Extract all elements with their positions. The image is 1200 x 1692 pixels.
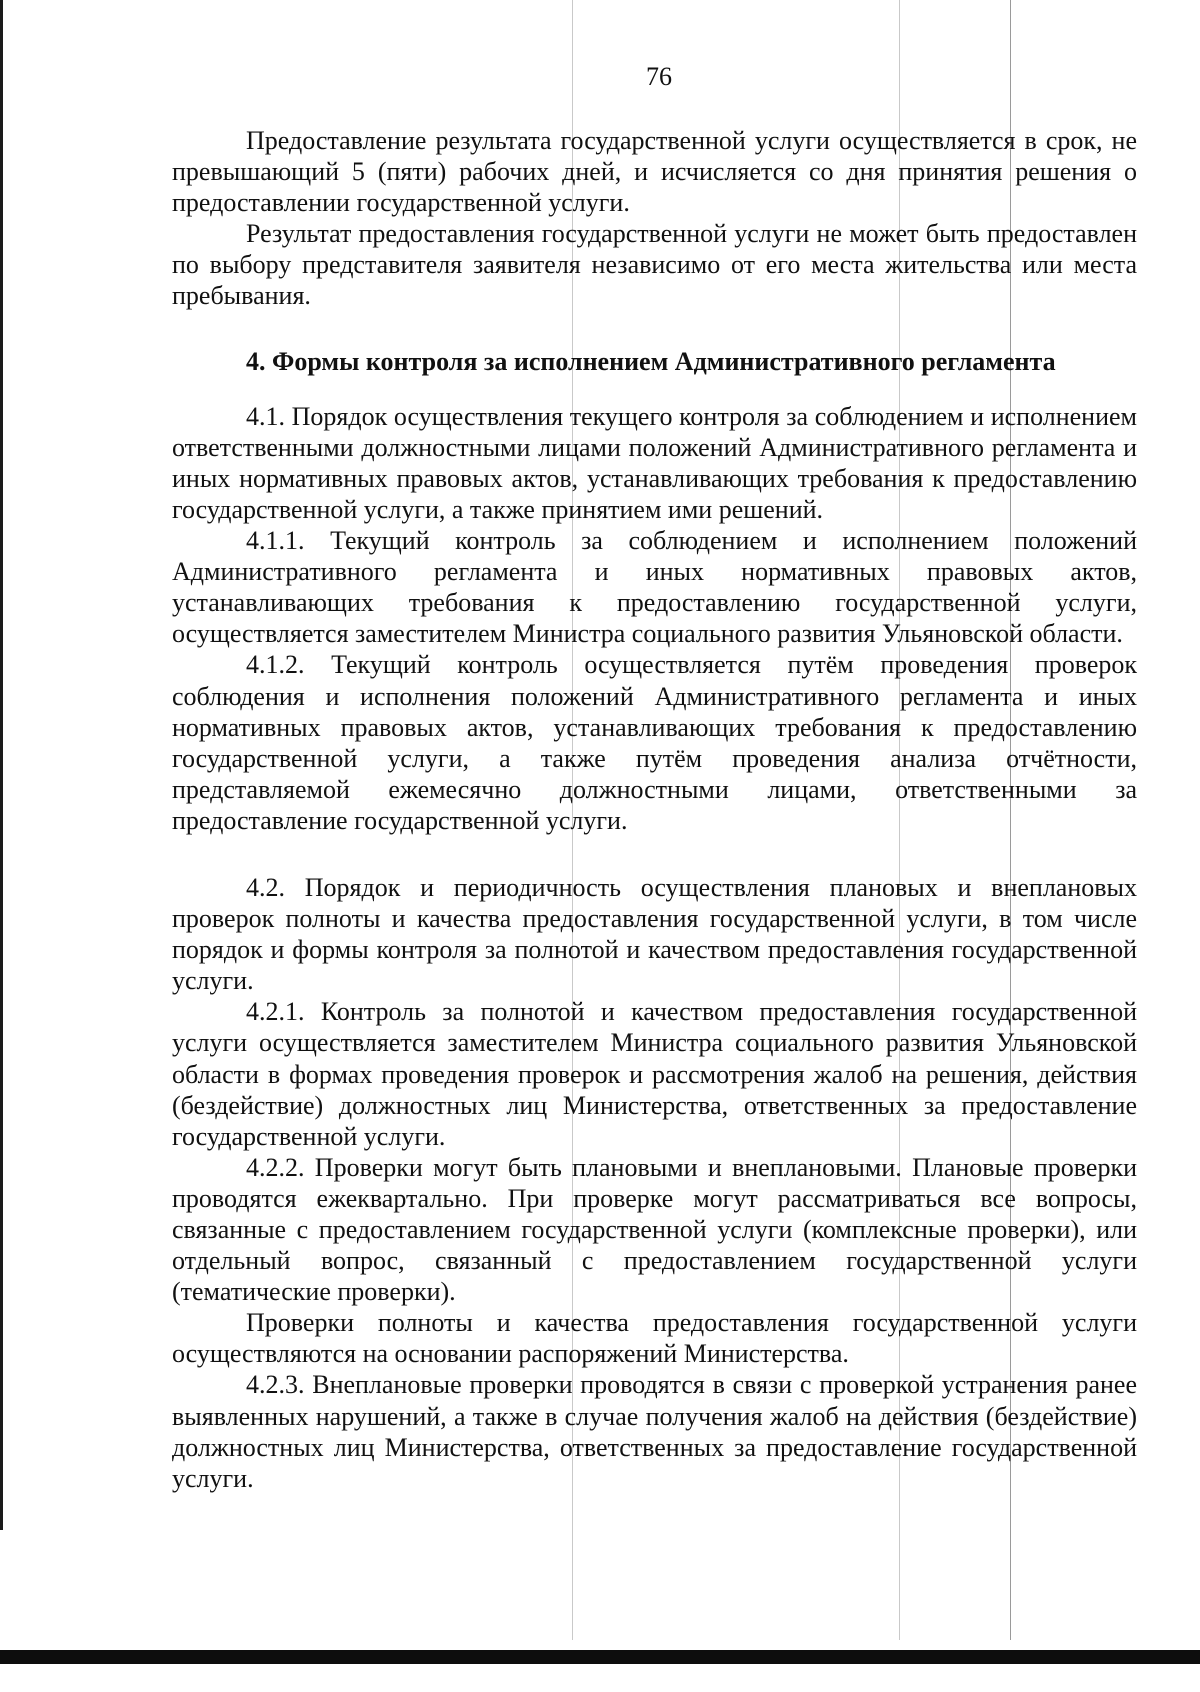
spacer [172, 836, 1137, 872]
scan-left-edge [0, 0, 3, 1530]
paragraph-result-deadline: Предоставление результата государственной услуги осуществляется в срок, не превышающий 5 (пяти) рабочих дней, и исчисляется со дня принятия решения о предоставлении государственной услуги. [172, 126, 1137, 218]
clause-4-2-2: 4.2.2. Проверки могут быть плановыми и внеплановыми. Плановые проверки проводятся ежеквартально. При проверке могут рассматриваться все вопросы, связанные с предоставлением государственной услуги (комплексные проверки), или отдельный вопрос, связанный с предоставлением государственной услуги (тематические проверки). [172, 1152, 1137, 1307]
spacer [172, 377, 1137, 401]
spacer [172, 312, 1137, 346]
page-number: 76 [646, 62, 672, 91]
scan-bottom-bar [0, 1650, 1200, 1664]
clause-4-2-1: 4.2.1. Контроль за полнотой и качеством предоставления государственной услуги осуществляется заместителем Министра социального развития Ульяновской области в формах проведения проверок и рассмотрения жалоб на решения, действия (бездействие) должностных лиц Министерства, ответственных за предоставление государственной услуги. [172, 997, 1137, 1151]
section-heading: 4. Формы контроля за исполнением Административного регламента [246, 346, 1056, 376]
clause-4-1-1: 4.1.1. Текущий контроль за соблюдением и исполнением положений Административного регламента и иных нормативных правовых актов, устанавливающих требования к предоставлению государственной услуги, осуществляется заместителем Министра социального развития Ульяновской области. [172, 526, 1137, 649]
clause-4-2-3: 4.2.3. Внеплановые проверки проводятся в связи с проверкой устранения ранее выявленных нарушений, а также в случае получения жалоб на действия (бездействие) должностных лиц Министерства, ответственных за предоставление государственной услуги. [172, 1370, 1137, 1493]
paragraph-result-delivery: Результат предоставления государственной услуги не может быть предоставлен по выбору представителя заявителя независимо от его места жительства или места пребывания. [172, 219, 1137, 311]
clause-4-1: 4.1. Порядок осуществления текущего контроля за соблюдением и исполнением ответственными должностными лицами положений Административного регламента и иных нормативных правовых актов, устанавливающих требования к предоставлению государственной услуги, а также принятием ими решений. [172, 401, 1137, 524]
clause-4-2-2-orders: Проверки полноты и качества предоставления государственной услуги осуществляются на основании распоряжений Министерства. [172, 1308, 1137, 1369]
clause-4-1-2: 4.1.2. Текущий контроль осуществляется путём проведения проверок соблюдения и исполнения положений Административного регламента и иных нормативных правовых актов, устанавливающих требования к предоставлению государственной услуги, а также путём проведения анализа отчётности, представляемой ежемесячно должностными лицами, ответственными за предоставление государственной услуги. [172, 650, 1137, 835]
clause-4-2: 4.2. Порядок и периодичность осуществления плановых и внеплановых проверок полноты и качества предоставления государственной услуги, в том числе порядок и формы контроля за полнотой и качеством предоставления государственной услуги. [172, 872, 1137, 996]
document-body [172, 125, 1137, 1494]
